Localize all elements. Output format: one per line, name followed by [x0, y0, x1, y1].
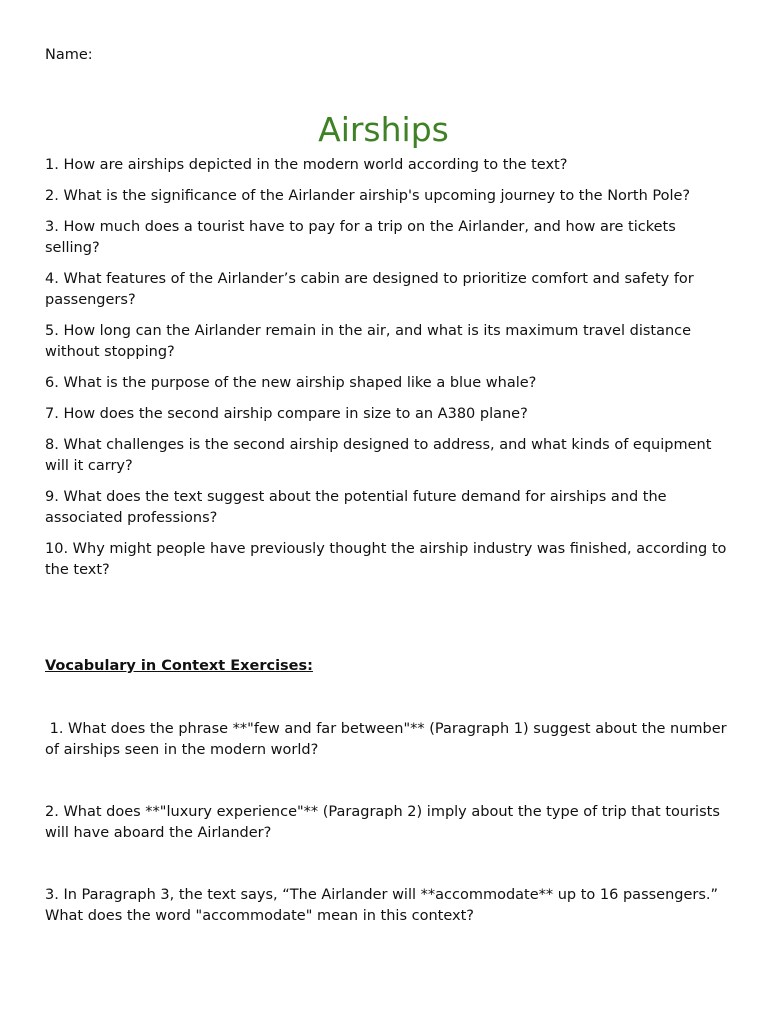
question-item: 4. What features of the Airlander’s cabin are designed to prioritize comfort and safety for passengers? [45, 271, 694, 308]
page-title: Airships [318, 110, 449, 149]
vocabulary-item: 1. What does the phrase **"few and far between"** (Paragraph 1) suggest about the number of airships seen in the modern world? [45, 721, 732, 758]
comprehension-questions-list [45, 155, 730, 591]
name-label: Name: [45, 47, 93, 63]
question-item: 2. What is the significance of the Airlander airship's upcoming journey to the North Pole? [45, 188, 691, 204]
question-item: 7. How does the second airship compare in size to an A380 plane? [45, 406, 528, 422]
question-item: 1. How are airships depicted in the modern world according to the text? [45, 157, 568, 173]
vocabulary-item: 2. What does **"luxury experience"** (Paragraph 2) imply about the type of trip that tourists will have aboard the Airlander? [45, 804, 720, 841]
question-item: 3. How much does a tourist have to pay for a trip on the Airlander, and how are tickets selling? [45, 219, 676, 256]
vocabulary-heading: Vocabulary in Context Exercises: [45, 658, 313, 674]
question-item: 5. How long can the Airlander remain in the air, and what is its maximum travel distance without stopping? [45, 323, 692, 360]
vocabulary-item: 3. In Paragraph 3, the text says, “The Airlander will **accommodate** up to 16 passengers.” What does the word "accommodate" mean in this context? [45, 887, 719, 924]
question-item: 6. What is the purpose of the new airship shaped like a blue whale? [45, 375, 537, 391]
question-item: 8. What challenges is the second airship designed to address, and what kinds of equipment will it carry? [45, 437, 712, 474]
question-item: 10. Why might people have previously thought the airship industry was finished, according to the text? [45, 541, 727, 578]
question-item: 9. What does the text suggest about the potential future demand for airships and the associated professions? [45, 489, 667, 526]
